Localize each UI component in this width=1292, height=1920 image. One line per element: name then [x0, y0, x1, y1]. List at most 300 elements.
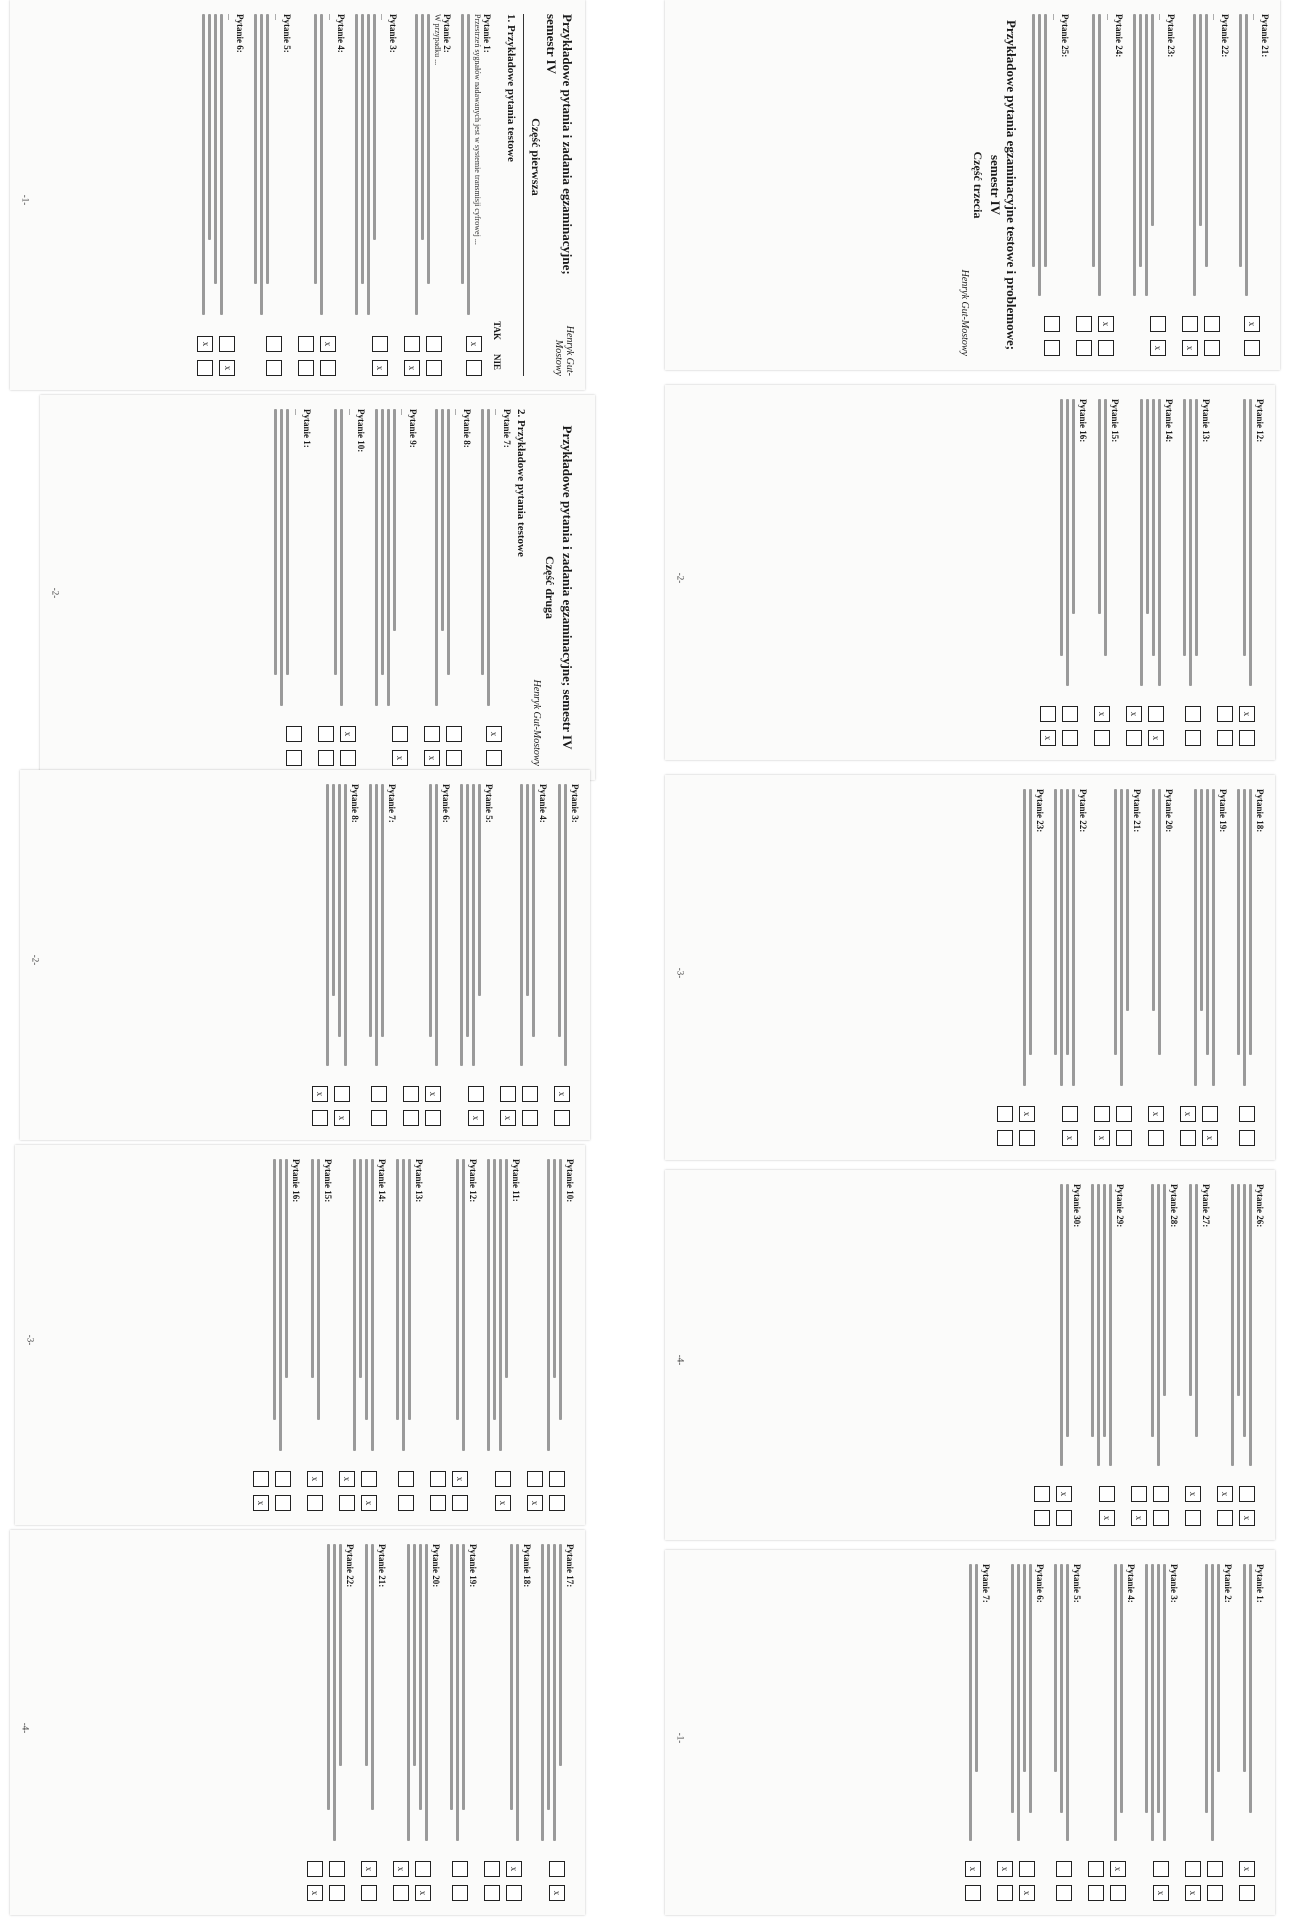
question: [271, 409, 311, 766]
checkbox-no[interactable]: x: [1040, 730, 1056, 746]
checkbox-no[interactable]: [1019, 1130, 1035, 1146]
checkbox-yes[interactable]: [298, 336, 314, 352]
text-line: [1114, 1564, 1117, 1841]
checkbox-no[interactable]: x: [253, 1495, 269, 1511]
answer-boxes: [1180, 1106, 1228, 1146]
checkbox-yes[interactable]: x: [1185, 1486, 1201, 1502]
question: [307, 1159, 333, 1511]
answer-boxes: [312, 1086, 360, 1126]
checkbox-no[interactable]: x: [1062, 1130, 1078, 1146]
text-line: [1200, 789, 1203, 1011]
checkbox-yes[interactable]: [1185, 706, 1201, 722]
checkbox-yes[interactable]: [1182, 316, 1198, 332]
text-line: [1066, 789, 1069, 1055]
checkbox-no[interactable]: [403, 1110, 419, 1126]
answer-boxes: [1185, 1861, 1233, 1901]
checkbox-yes[interactable]: [1040, 706, 1056, 722]
checkbox-yes[interactable]: x: [1126, 706, 1142, 722]
checkbox-no[interactable]: x: [500, 1110, 516, 1126]
text-line: [1066, 1184, 1069, 1437]
checkbox-yes[interactable]: [1239, 1486, 1255, 1502]
checkbox-no[interactable]: [1185, 730, 1201, 746]
checkbox-yes[interactable]: x: [1094, 706, 1110, 722]
checkbox-no[interactable]: [997, 1130, 1013, 1146]
question-text: ...: [452, 409, 462, 415]
checkbox-yes[interactable]: x: [452, 1471, 468, 1487]
checkbox-no[interactable]: [298, 360, 314, 376]
text-line: [1054, 1564, 1057, 1772]
text-line: [402, 1159, 405, 1451]
text-line: [1151, 14, 1154, 226]
question-label: Pytanie 4:: [335, 14, 346, 53]
checkbox-no[interactable]: x: [549, 1885, 565, 1901]
checkbox-yes[interactable]: x: [339, 1471, 355, 1487]
checkbox-no[interactable]: [1239, 1885, 1255, 1901]
checkbox-yes[interactable]: [415, 1861, 431, 1877]
text-line: [1023, 789, 1026, 1086]
question: [430, 1159, 478, 1511]
text-line: [1249, 789, 1252, 1055]
question-label: Pytanie 13:: [1201, 399, 1211, 443]
checkbox-no[interactable]: [452, 1495, 468, 1511]
checkbox-no[interactable]: [1062, 730, 1078, 746]
text-line: [1091, 1184, 1094, 1437]
checkbox-no[interactable]: x: [424, 750, 440, 766]
question: [339, 1159, 387, 1511]
answer-boxes: [965, 1861, 991, 1901]
question-label: Pytanie 21:: [1132, 789, 1142, 833]
checkbox-yes[interactable]: [371, 1086, 387, 1102]
checkbox-no[interactable]: [266, 360, 282, 376]
checkbox-yes[interactable]: x: [506, 1861, 522, 1877]
text-line: [353, 1159, 356, 1451]
checkbox-no[interactable]: x: [334, 1110, 350, 1126]
text-line: [361, 14, 364, 284]
question: [307, 1544, 355, 1901]
text-line: [1098, 14, 1101, 296]
question: [312, 784, 360, 1126]
question-label: Pytanie 2:: [441, 14, 452, 53]
question: [1040, 399, 1088, 746]
checkbox-yes[interactable]: [307, 1861, 323, 1877]
checkbox-yes[interactable]: [549, 1471, 565, 1487]
checkbox-yes[interactable]: [424, 726, 440, 742]
checkbox-no[interactable]: [307, 1495, 323, 1511]
text-line: [510, 1544, 513, 1810]
checkbox-no[interactable]: [286, 750, 302, 766]
checkbox-no[interactable]: [965, 1885, 981, 1901]
checkbox-no[interactable]: [197, 360, 213, 376]
checkbox-no[interactable]: x: [1150, 340, 1166, 356]
checkbox-yes[interactable]: [1202, 1106, 1218, 1122]
answer-boxes: [403, 1086, 451, 1126]
checkbox-yes[interactable]: x: [1239, 706, 1255, 722]
question-label: Pytanie 8:: [461, 409, 472, 448]
checkbox-yes[interactable]: [549, 1861, 565, 1877]
checkbox-no[interactable]: [554, 1110, 570, 1126]
checkbox-no[interactable]: x: [1202, 1130, 1218, 1146]
checkbox-no[interactable]: x: [495, 1495, 511, 1511]
checkbox-no[interactable]: x: [404, 360, 420, 376]
checkbox-no[interactable]: [1185, 1510, 1201, 1526]
answer-boxes: [366, 1086, 397, 1126]
text-line: [311, 1159, 314, 1378]
checkbox-yes[interactable]: [1088, 1861, 1104, 1877]
question-label: Pytanie 5:: [281, 14, 292, 53]
text-line: [1205, 14, 1208, 267]
answer-boxes: [393, 1861, 441, 1901]
text-line: [413, 1544, 416, 1766]
question-label: Pytanie 4:: [1126, 1564, 1136, 1603]
checkbox-no[interactable]: x: [1153, 1885, 1169, 1901]
checkbox-no[interactable]: x: [468, 1110, 484, 1126]
checkbox-yes[interactable]: [1099, 1486, 1115, 1502]
text-line: [1189, 1184, 1192, 1396]
question: [1180, 399, 1211, 746]
question: [457, 784, 494, 1126]
checkbox-no[interactable]: [1116, 1130, 1132, 1146]
checkbox-no[interactable]: [1239, 1130, 1255, 1146]
checkbox-yes[interactable]: x: [307, 1471, 323, 1487]
text-line: [373, 14, 376, 240]
checkbox-no[interactable]: [1044, 340, 1060, 356]
checkbox-no[interactable]: [320, 360, 336, 376]
checkbox-yes[interactable]: [468, 1086, 484, 1102]
part2-section: 2. Przykładowe pytania testowe: [515, 409, 527, 557]
question-label: Pytanie 28:: [1169, 1184, 1179, 1228]
checkbox-yes[interactable]: [275, 1471, 291, 1487]
checkbox-yes[interactable]: [1131, 1486, 1147, 1502]
checkbox-no[interactable]: x: [1182, 340, 1198, 356]
text-line: [441, 409, 444, 631]
checkbox-no[interactable]: [1126, 730, 1142, 746]
checkbox-no[interactable]: x: [415, 1885, 431, 1901]
text-line: [435, 784, 438, 1066]
question: [1088, 1564, 1136, 1901]
text-line: [421, 14, 424, 240]
text-line: [355, 14, 358, 315]
checkbox-no[interactable]: [1217, 1510, 1233, 1526]
checkbox-no[interactable]: [1217, 730, 1233, 746]
checkbox-no[interactable]: [997, 1885, 1013, 1901]
checkbox-yes[interactable]: x: [997, 1861, 1013, 1877]
sheet-cont: [20, 770, 590, 1140]
text-line: [340, 409, 343, 706]
question-text: ...: [398, 409, 408, 415]
text-line: [365, 1544, 368, 1766]
checkbox-yes[interactable]: [1094, 1106, 1110, 1122]
page-number: -2-: [50, 587, 61, 598]
text-line: [499, 1159, 502, 1451]
checkbox-no[interactable]: [426, 360, 442, 376]
question: [1236, 14, 1270, 356]
checkbox-yes[interactable]: [392, 726, 408, 742]
checkbox-yes[interactable]: [1217, 706, 1233, 722]
checkbox-yes[interactable]: x: [197, 336, 213, 352]
checkbox-yes[interactable]: [430, 1471, 446, 1487]
question: [1239, 1564, 1265, 1901]
checkbox-no[interactable]: [506, 1885, 522, 1901]
checkbox-yes[interactable]: [1076, 316, 1092, 332]
checkbox-no[interactable]: [522, 1110, 538, 1126]
checkbox-no[interactable]: [484, 1885, 500, 1901]
text-line: [462, 1544, 465, 1810]
checkbox-yes[interactable]: [997, 1106, 1013, 1122]
question-label: Pytanie 16:: [291, 1159, 301, 1203]
checkbox-no[interactable]: x: [1094, 1130, 1110, 1146]
text-line: [371, 1544, 374, 1810]
checkbox-no[interactable]: [486, 750, 502, 766]
text-line: [1243, 789, 1246, 1086]
page-number: -2-: [30, 954, 41, 966]
checkbox-no[interactable]: [329, 1885, 345, 1901]
checkbox-yes[interactable]: [286, 726, 302, 742]
text-line: [286, 409, 289, 675]
text-line: [1011, 1564, 1014, 1813]
text-line: [520, 784, 523, 1066]
question-label: Pytanie 1:: [301, 409, 312, 448]
checkbox-yes[interactable]: [1239, 1106, 1255, 1122]
text-line: [1163, 1184, 1166, 1396]
text-line: [1133, 14, 1136, 296]
text-line: [1158, 399, 1161, 686]
checkbox-no[interactable]: [1180, 1130, 1196, 1146]
checkbox-no[interactable]: [452, 1885, 468, 1901]
checkbox-yes[interactable]: x: [1244, 316, 1260, 332]
question: [361, 1544, 387, 1901]
checkbox-yes[interactable]: [495, 1471, 511, 1487]
checkbox-no[interactable]: x: [1131, 1510, 1147, 1526]
question-label: Pytanie 17:: [565, 1544, 575, 1588]
question-label: Pytanie 19:: [1218, 789, 1228, 833]
checkbox-no[interactable]: [398, 1495, 414, 1511]
checkbox-no[interactable]: [1244, 340, 1260, 356]
question-label: Pytanie 26:: [1255, 1184, 1265, 1228]
text-line: [481, 409, 484, 675]
checkbox-yes[interactable]: x: [320, 336, 336, 352]
checkbox-yes[interactable]: [1207, 1861, 1223, 1877]
checkbox-no[interactable]: x: [1099, 1510, 1115, 1526]
checkbox-yes[interactable]: [446, 726, 462, 742]
question: [197, 14, 245, 376]
answer-boxes: [1034, 1486, 1082, 1526]
question-label: Pytanie 13:: [414, 1159, 424, 1203]
answer-boxes: [1142, 1861, 1179, 1901]
text-line: [1151, 1184, 1154, 1437]
answer-boxes: [500, 1086, 548, 1126]
text-line: [467, 14, 470, 315]
checkbox-yes[interactable]: x: [361, 1861, 377, 1877]
checkbox-no[interactable]: [1239, 730, 1255, 746]
answer-boxes: [318, 726, 366, 766]
question-label: Pytanie 19:: [468, 1544, 478, 1588]
text-line: [969, 1564, 972, 1841]
checkbox-yes[interactable]: [1148, 706, 1164, 722]
answer-boxes: [457, 1086, 494, 1126]
answer-boxes: [1234, 1106, 1265, 1146]
checkbox-no[interactable]: [361, 1885, 377, 1901]
checkbox-no[interactable]: x: [527, 1495, 543, 1511]
checkbox-no[interactable]: [1076, 340, 1092, 356]
checkbox-yes[interactable]: x: [393, 1861, 409, 1877]
checkbox-no[interactable]: x: [361, 1495, 377, 1511]
checkbox-no[interactable]: [1110, 1885, 1126, 1901]
question-label: Pytanie 14:: [377, 1159, 387, 1203]
checkbox-yes[interactable]: [372, 336, 388, 352]
checkbox-no[interactable]: [318, 750, 334, 766]
checkbox-yes[interactable]: x: [466, 336, 482, 352]
checkbox-yes[interactable]: x: [340, 726, 356, 742]
checkbox-yes[interactable]: x: [1180, 1106, 1196, 1122]
checkbox-yes[interactable]: [1153, 1486, 1169, 1502]
checkbox-no[interactable]: [1153, 1510, 1169, 1526]
question-label: Pytanie 5:: [484, 784, 494, 823]
checkbox-no[interactable]: [1094, 730, 1110, 746]
checkbox-yes[interactable]: [404, 336, 420, 352]
checkbox-yes[interactable]: [361, 1471, 377, 1487]
sheet-part2: [40, 395, 595, 780]
checkbox-no[interactable]: [312, 1110, 328, 1126]
checkbox-yes[interactable]: x: [425, 1086, 441, 1102]
checkbox-yes[interactable]: [1204, 316, 1220, 332]
text-line: [526, 784, 529, 996]
checkbox-yes[interactable]: [452, 1861, 468, 1877]
checkbox-yes[interactable]: [527, 1471, 543, 1487]
page-number: -4-: [20, 1722, 31, 1733]
question: [1217, 399, 1265, 746]
checkbox-yes[interactable]: [1116, 1106, 1132, 1122]
question-label: Pytanie 16:: [1078, 399, 1088, 443]
checkbox-yes[interactable]: x: [965, 1861, 981, 1877]
text-line: [1194, 789, 1197, 1086]
checkbox-yes[interactable]: x: [1098, 316, 1114, 332]
checkbox-no[interactable]: [466, 360, 482, 376]
text-line: [1152, 789, 1155, 1011]
answer-boxes: [424, 726, 472, 766]
page-subtitle: Część pierwsza: [529, 118, 543, 196]
author: Henryk Gut-Mostowy: [553, 325, 575, 376]
checkbox-yes[interactable]: [1056, 1861, 1072, 1877]
checkbox-no[interactable]: [1098, 340, 1114, 356]
text-line: [396, 1159, 399, 1420]
checkbox-no[interactable]: [1207, 1885, 1223, 1901]
checkbox-yes[interactable]: [1019, 1861, 1035, 1877]
checkbox-no[interactable]: x: [372, 360, 388, 376]
checkbox-no[interactable]: [1056, 1885, 1072, 1901]
question-label: Pytanie 7:: [387, 784, 397, 823]
question: [403, 784, 451, 1126]
question: [1029, 14, 1069, 356]
checkbox-no[interactable]: x: [1148, 730, 1164, 746]
text-line: [1114, 789, 1117, 1055]
checkbox-no[interactable]: [393, 1885, 409, 1901]
question: [1094, 789, 1142, 1146]
checkbox-yes[interactable]: x: [1239, 1861, 1255, 1877]
checkbox-no[interactable]: [1204, 340, 1220, 356]
checkbox-yes[interactable]: [398, 1471, 414, 1487]
checkbox-no[interactable]: [549, 1495, 565, 1511]
checkbox-yes[interactable]: [500, 1086, 516, 1102]
text-line: [541, 1544, 544, 1841]
sheet-part3: [665, 0, 1280, 370]
text-line: [1066, 399, 1069, 686]
checkbox-no[interactable]: x: [1185, 1885, 1201, 1901]
checkbox-yes[interactable]: [1034, 1486, 1050, 1502]
answer-boxes: [393, 1471, 424, 1511]
checkbox-no[interactable]: [339, 1495, 355, 1511]
checkbox-no[interactable]: [275, 1495, 291, 1511]
answer-boxes: [404, 336, 452, 376]
checkbox-no[interactable]: [446, 750, 462, 766]
checkbox-no[interactable]: [340, 750, 356, 766]
text-line: [1249, 399, 1252, 686]
checkbox-yes[interactable]: [484, 1861, 500, 1877]
question-label: Pytanie 4:: [538, 784, 548, 823]
checkbox-yes[interactable]: [1062, 1106, 1078, 1122]
checkbox-yes[interactable]: [1185, 1861, 1201, 1877]
checkbox-no[interactable]: x: [1239, 1510, 1255, 1526]
checkbox-no[interactable]: [425, 1110, 441, 1126]
question-label: Pytanie 6:: [1035, 1564, 1045, 1603]
checkbox-yes[interactable]: [1150, 316, 1166, 332]
checkbox-yes[interactable]: x: [312, 1086, 328, 1102]
checkbox-no[interactable]: x: [392, 750, 408, 766]
checkbox-yes[interactable]: [403, 1086, 419, 1102]
checkbox-no[interactable]: [1034, 1510, 1050, 1526]
text-line: [285, 1159, 288, 1378]
checkbox-yes[interactable]: [329, 1861, 345, 1877]
checkbox-no[interactable]: [1088, 1885, 1104, 1901]
checkbox-yes[interactable]: [253, 1471, 269, 1487]
question: [1051, 789, 1088, 1146]
checkbox-yes[interactable]: [522, 1086, 538, 1102]
checkbox-yes[interactable]: x: [554, 1086, 570, 1102]
text-line: [334, 409, 337, 675]
text-line: [280, 409, 283, 706]
checkbox-no[interactable]: x: [307, 1885, 323, 1901]
question-label: Pytanie 29:: [1115, 1184, 1125, 1228]
text-line: [1195, 399, 1198, 656]
checkbox-yes[interactable]: x: [486, 726, 502, 742]
checkbox-yes[interactable]: [1062, 706, 1078, 722]
checkbox-no[interactable]: [430, 1495, 446, 1511]
checkbox-yes[interactable]: [426, 336, 442, 352]
checkbox-yes[interactable]: x: [1110, 1861, 1126, 1877]
text-line: [375, 784, 378, 1066]
checkbox-no[interactable]: [1148, 1130, 1164, 1146]
checkbox-yes[interactable]: x: [1217, 1486, 1233, 1502]
checkbox-yes[interactable]: [219, 336, 235, 352]
checkbox-no[interactable]: x: [219, 360, 235, 376]
question-label: Pytanie 9:: [407, 409, 418, 448]
answer-boxes: [372, 726, 418, 766]
checkbox-yes[interactable]: [318, 726, 334, 742]
checkbox-yes[interactable]: [1153, 1861, 1169, 1877]
text-line: [487, 409, 490, 706]
part2-author: Henryk Gut-Mostowy: [531, 679, 542, 766]
checkbox-yes[interactable]: x: [1056, 1486, 1072, 1502]
checkbox-yes[interactable]: [1044, 316, 1060, 332]
checkbox-yes[interactable]: [334, 1086, 350, 1102]
checkbox-no[interactable]: x: [1019, 1885, 1035, 1901]
checkbox-no[interactable]: [1056, 1510, 1072, 1526]
checkbox-no[interactable]: [371, 1110, 387, 1126]
text-line: [1139, 14, 1142, 267]
checkbox-yes[interactable]: x: [1019, 1106, 1035, 1122]
checkbox-yes[interactable]: x: [1148, 1106, 1164, 1122]
checkbox-yes[interactable]: [266, 336, 282, 352]
answer-boxes: [361, 1861, 387, 1901]
